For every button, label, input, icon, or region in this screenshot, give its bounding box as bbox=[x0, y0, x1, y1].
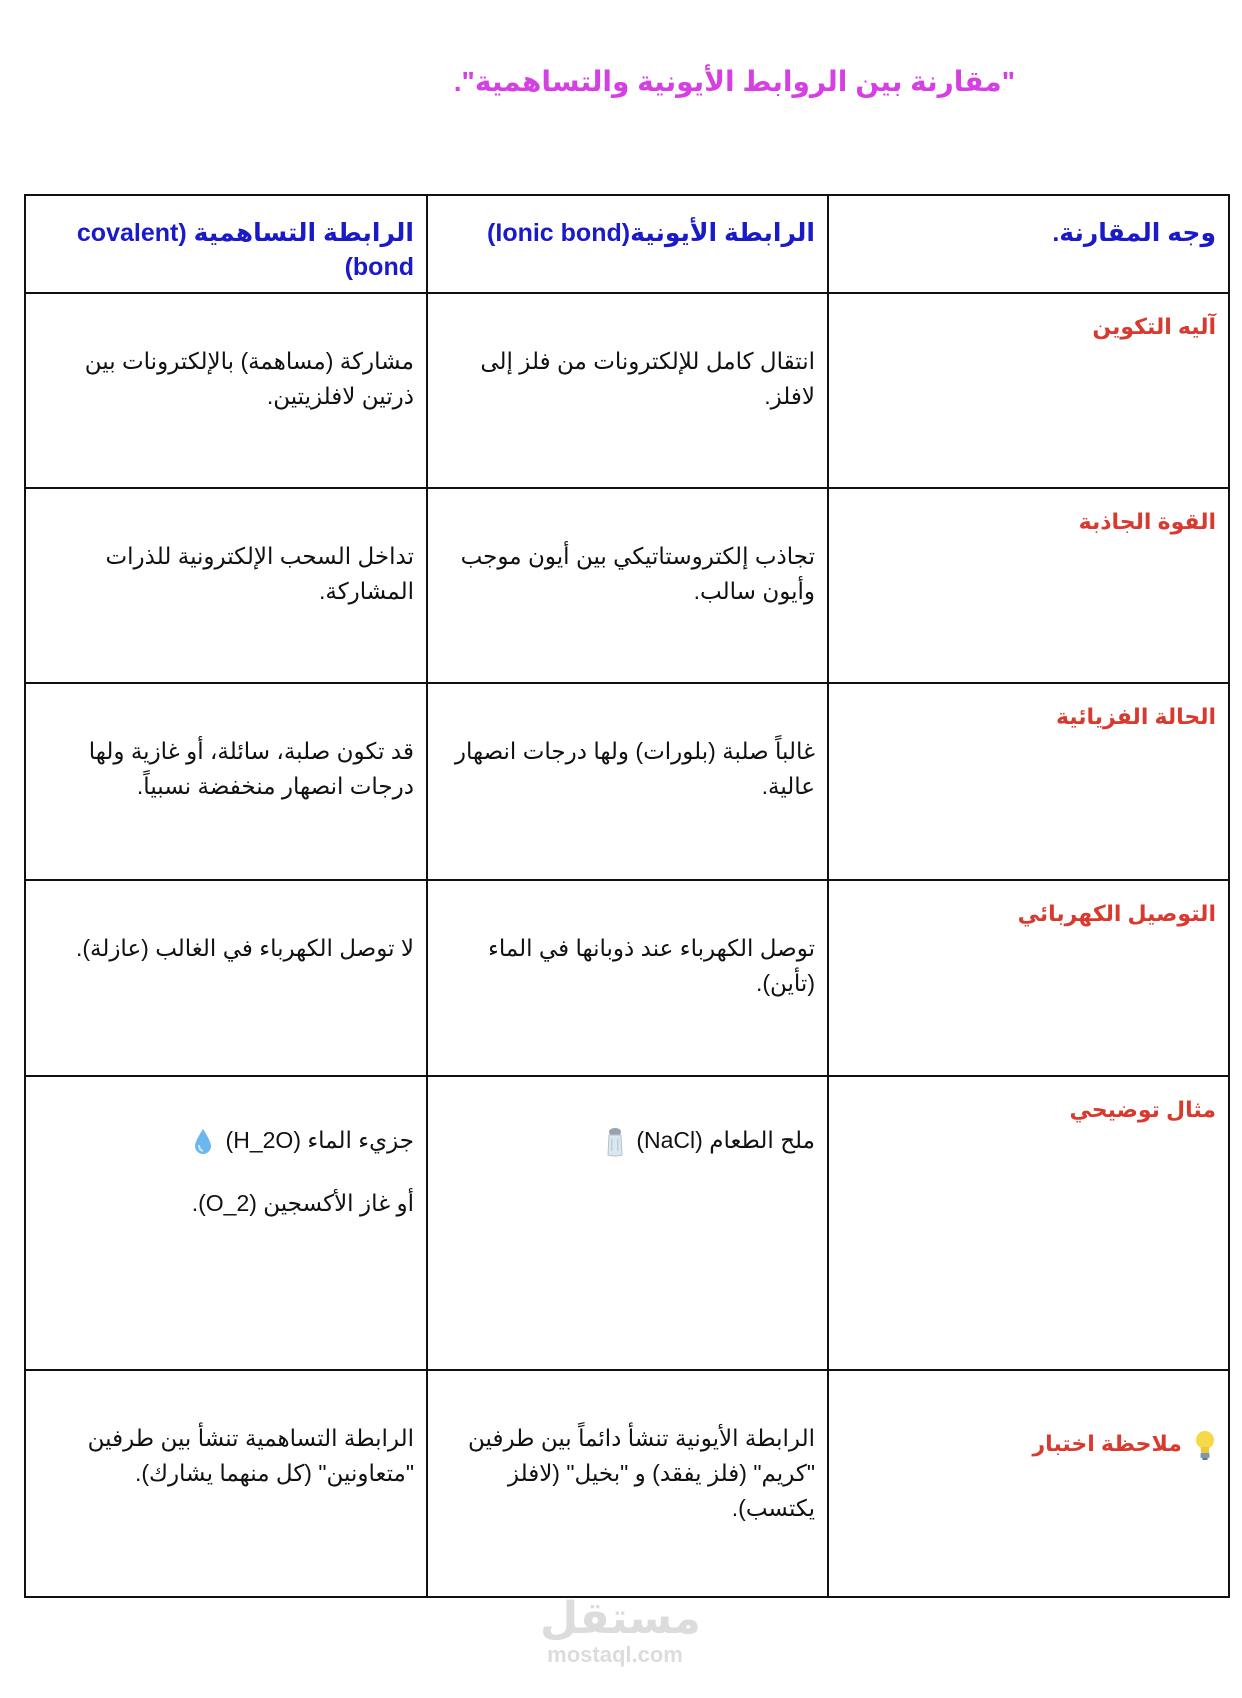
aspect-label: القوة الجاذبة bbox=[1078, 509, 1216, 534]
aspect-cell bbox=[828, 1370, 1229, 1597]
covalent-cell bbox=[25, 1370, 427, 1597]
aspect-label-with-icon bbox=[839, 1371, 1216, 1461]
aspect-label: التوصيل الكهربائي bbox=[1017, 901, 1216, 926]
watermark-arabic: مستقل bbox=[540, 1594, 701, 1643]
header-covalent bbox=[25, 195, 427, 293]
covalent-cell bbox=[25, 880, 427, 1076]
covalent-cell bbox=[25, 683, 427, 880]
ionic-text: الرابطة الأيونية تنشأ دائماً بين طرفين "كريم" (فلز يفقد) و "بخيل" (لافلز يكتسب). bbox=[468, 1425, 815, 1521]
covalent-example bbox=[36, 1077, 414, 1221]
aspect-label: الحالة الفزيائية bbox=[1055, 704, 1216, 729]
page-title: "مقارنة بين الروابط الأيونية والتساهمية". bbox=[453, 66, 1015, 97]
aspect-cell bbox=[828, 293, 1229, 488]
covalent-text: الرابطة التساهمية تنشأ بين طرفين "متعاونين" (كل منهما يشارك). bbox=[87, 1425, 414, 1486]
covalent-text: لا توصل الكهرباء في الغالب (عازلة). bbox=[75, 935, 414, 961]
covalent-example-text: جزيء الماء (H_2O) bbox=[225, 1127, 414, 1153]
covalent-example-line-1 bbox=[36, 1077, 414, 1158]
ionic-cell bbox=[427, 880, 828, 1076]
table-row bbox=[25, 880, 1229, 1076]
salt-shaker-icon bbox=[606, 1127, 624, 1157]
table-row bbox=[25, 1370, 1229, 1597]
table-row bbox=[25, 488, 1229, 683]
ionic-example-text: ملح الطعام (NaCl) bbox=[636, 1127, 815, 1153]
aspect-cell bbox=[828, 683, 1229, 880]
ionic-cell bbox=[427, 293, 828, 488]
water-drop-icon bbox=[193, 1128, 213, 1156]
aspect-label: آليه التكوين bbox=[1092, 314, 1216, 339]
covalent-text: تداخل السحب الإلكترونية للذرات المشاركة. bbox=[105, 543, 414, 604]
covalent-cell bbox=[25, 1076, 427, 1370]
covalent-example-line-2: أو غاز الأكسجين (O_2). bbox=[191, 1190, 414, 1216]
header-aspect-label: وجه المقارنة. bbox=[1052, 219, 1216, 247]
header-covalent-label: الرابطة التساهمية (covalent bond) bbox=[76, 219, 414, 281]
ionic-cell bbox=[427, 488, 828, 683]
ionic-text: غالباً صلبة (بلورات) ولها درجات انصهار عالية. bbox=[454, 738, 815, 799]
ionic-cell bbox=[427, 1370, 828, 1597]
aspect-cell bbox=[828, 1076, 1229, 1370]
ionic-cell bbox=[427, 683, 828, 880]
table-header-row bbox=[25, 195, 1229, 293]
header-aspect bbox=[828, 195, 1229, 293]
ionic-text: انتقال كامل للإلكترونات من فلز إلى لافلز. bbox=[480, 348, 815, 409]
ionic-text: تجاذب إلكتروستاتيكي بين أيون موجب وأيون سالب. bbox=[460, 543, 815, 604]
aspect-label: ملاحظة اختبار bbox=[1032, 1431, 1182, 1456]
table-row bbox=[25, 293, 1229, 488]
ionic-example bbox=[438, 1077, 815, 1158]
ionic-text: توصل الكهرباء عند ذوبانها في الماء (تأين). bbox=[488, 935, 815, 996]
aspect-label: مثال توضيحي bbox=[1069, 1097, 1216, 1122]
watermark-latin: mostaql.com bbox=[547, 1642, 683, 1667]
comparison-table bbox=[24, 194, 1230, 1598]
covalent-cell bbox=[25, 293, 427, 488]
ionic-example-line bbox=[438, 1077, 815, 1158]
covalent-cell bbox=[25, 488, 427, 683]
header-ionic bbox=[427, 195, 828, 293]
header-ionic-label: الرابطة الأيونية(Ionic bond) bbox=[487, 219, 815, 247]
covalent-text: مشاركة (مساهمة) بالإلكترونات بين ذرتين لافلزيتين. bbox=[84, 348, 414, 409]
aspect-cell bbox=[828, 488, 1229, 683]
table-row bbox=[25, 1076, 1229, 1370]
light-bulb-icon bbox=[1194, 1429, 1216, 1461]
table-row bbox=[25, 683, 1229, 880]
covalent-text: قد تكون صلبة، سائلة، أو غازية ولها درجات انصهار منخفضة نسبياً. bbox=[88, 738, 414, 799]
aspect-cell bbox=[828, 880, 1229, 1076]
ionic-cell bbox=[427, 1076, 828, 1370]
watermark bbox=[540, 1594, 701, 1667]
